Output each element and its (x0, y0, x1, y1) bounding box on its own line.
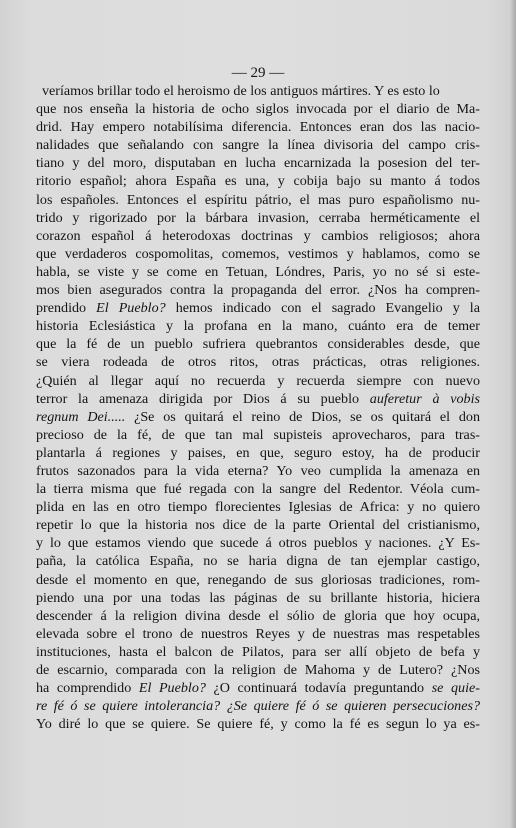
text-segment: frutos sazonados para la vida eterna? Yo veo cumplida la amenaza en (36, 462, 480, 479)
text-segment: Yo diré lo que se quiere. Se quiere fé, y como la fé es segun lo ya es- (36, 716, 480, 733)
text-segment: piendo una por una todas las páginas de su brillante historia, hiciera (36, 589, 480, 606)
text-segment: paña, la católica España, no se haria digna de tan ejemplar castigo, (36, 553, 480, 570)
text-segment: ritorio español; ahora España es una, y cobija bajo su manto á todos (36, 173, 480, 190)
text-segment: ¿Se os quitará el reino de Dios, se os quitará el don (125, 408, 480, 425)
text-segment: prendido (36, 300, 97, 317)
text-line (36, 480, 480, 498)
text-line (36, 263, 480, 281)
text-segment: corazon español á heterodoxas doctrinas y cambios religiosos; ahora (36, 227, 480, 244)
page-body-text (36, 82, 480, 733)
text-line (36, 426, 480, 444)
text-segment: precioso de la fé, de que tan mal supisteis aprovecharos, para tras- (36, 426, 480, 443)
text-segment: instituciones, hasta el balcon de Pilatos, para ser allí objeto de befa y (36, 643, 480, 660)
italic-text: re fé ó se quiere intolerancia? ¿Se quiere fé ó se quieren persecuciones? (36, 698, 480, 715)
text-line (36, 136, 480, 154)
text-segment: ¿Quién al llegar aquí no recuerda y recuerda siempre con nuevo (36, 372, 480, 389)
text-segment: drid. Hay empero notabilísima diferencia. Entonces eran dos las nacio- (36, 119, 480, 136)
text-line (36, 353, 480, 371)
text-line (36, 498, 480, 516)
text-line (36, 299, 480, 317)
text-line (36, 697, 480, 715)
text-line (36, 245, 480, 263)
text-line (36, 317, 480, 335)
text-line (36, 408, 480, 426)
text-segment: desde el momento en que, renegando de sus gloriosas tradiciones, rom- (36, 571, 480, 588)
text-segment: elevada sobre el trono de nuestros Reyes y de nuestras mas respetables (36, 625, 480, 642)
text-segment: ¿O continuará todavía preguntando (205, 680, 432, 697)
text-segment: la tierra misma que fué regada con la sangre del Redentor. Véola cum- (36, 481, 480, 498)
text-segment: historia Eclesiástica y la profana en la mano, cuánto era de temer (36, 318, 480, 335)
text-segment: repetir lo que la historia nos dice de la parte Oriental del cristianismo, (36, 517, 480, 534)
text-line (36, 552, 480, 570)
text-segment: de escarnio, comparada con la religion de Mahoma y de Lutero? ¿Nos (36, 662, 480, 678)
text-line (36, 661, 480, 679)
text-segment: que nos enseña la historia de ocho siglos invocada por el diario de Ma- (36, 101, 480, 118)
text-segment: los españoles. Entonces el espíritu pátrio, el mas puro españolismo nu- (36, 191, 480, 208)
text-segment: plantarla á regiones y paises, en que, seguro estoy, ha de producir (36, 444, 480, 461)
text-segment: terror la amenaza dirigida por Dios á su pueblo (36, 390, 370, 407)
text-line (36, 191, 480, 209)
italic-text: auferetur à vobis (369, 390, 480, 407)
text-segment: se viera rodeada de otros ritos, otras prácticas, otras religiones. (36, 354, 480, 371)
text-segment: que la fé de un pueblo sufriera quebrantos considerables desde, que (36, 336, 480, 353)
text-segment: y lo que estamos viendo que sucede á otros pueblos y naciones. ¿Y Es- (36, 535, 480, 552)
text-line (36, 679, 480, 697)
page-number: — 29 — (231, 65, 285, 81)
text-line (36, 444, 480, 462)
italic-text: se quie- (431, 680, 480, 697)
text-line (36, 589, 480, 607)
text-segment: ha comprendido (36, 680, 139, 697)
italic-text: El Pueblo? (138, 680, 206, 697)
text-line (36, 281, 480, 299)
italic-text: regnum Dei..... (36, 408, 126, 425)
text-line (36, 172, 480, 190)
italic-text: El Pueblo? (96, 300, 166, 317)
text-line (36, 462, 480, 480)
text-line (36, 82, 480, 100)
text-line (36, 118, 480, 136)
text-line (36, 607, 480, 625)
text-line (36, 154, 480, 172)
text-line (36, 390, 480, 408)
text-line (36, 643, 480, 661)
text-line (36, 534, 480, 552)
text-segment: que verdaderos cospomolitas, comemos, vestimos y hablamos, como se (36, 245, 480, 262)
text-line (36, 715, 480, 733)
text-line (36, 100, 480, 118)
text-segment: tiano y del moro, disputaban en lucha encarnizada la posesion del ter- (36, 155, 480, 172)
text-line (36, 372, 480, 390)
text-segment: nalidades que señalando con sangre la línea divisoria del campo cris- (36, 137, 480, 154)
text-line (36, 571, 480, 589)
text-line (36, 227, 480, 245)
text-segment: descender á la religion divina desde el sólio de gloria que hoy ocupa, (36, 607, 480, 624)
text-segment: mos bien asegurados contra la propaganda del error. ¿Nos ha compren- (36, 282, 480, 299)
text-segment: trido y rigorizado por la bárbara invasion, cerraba herméticamente el (36, 209, 480, 226)
text-segment: veríamos brillar todo el heroismo de los antiguos mártires. Y es esto lo (42, 83, 440, 99)
text-segment: habla, se viste y se come en Tetuan, Lóndres, Paris, yo no sé si este- (36, 263, 480, 280)
page-edge-shadow (510, 0, 516, 828)
text-line (36, 335, 480, 353)
text-segment: plida en las en otro tiempo florecientes Iglesias de Africa: y no quiero (36, 499, 480, 516)
text-line (36, 516, 480, 534)
text-segment: hemos indicado con el sagrado Evangelio y la (165, 300, 480, 317)
text-line (36, 625, 480, 643)
text-line (36, 209, 480, 227)
